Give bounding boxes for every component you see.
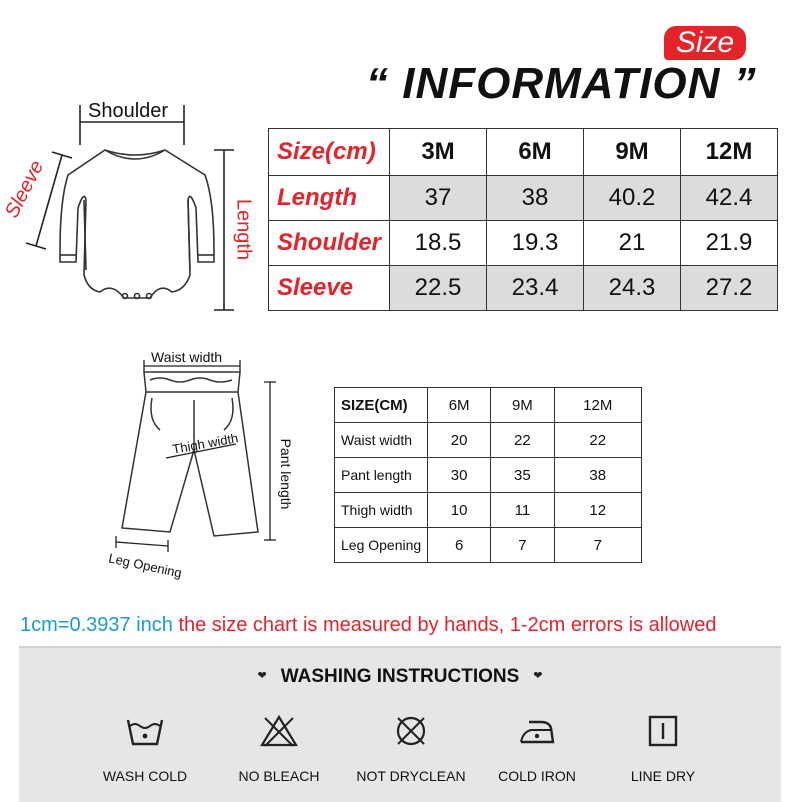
measurement-note (20, 614, 716, 637)
table-cell: 18.5 (390, 221, 487, 266)
table-header-cell: SIZE(CM) (335, 388, 428, 423)
row-label: Sleeve (269, 266, 390, 311)
row-label: Waist width (335, 423, 428, 458)
wash-cold-icon (125, 714, 165, 748)
table-cell: 22 (491, 423, 554, 458)
pant-length-label: Pant length (278, 438, 294, 510)
bodysuit-size-table (268, 128, 778, 311)
table-row (335, 423, 642, 458)
table-cell: 37 (390, 176, 487, 221)
table-cell: 11 (491, 493, 554, 528)
row-label: Length (269, 176, 390, 221)
table-cell: 6 (428, 528, 491, 563)
table-cell: 19.3 (487, 221, 584, 266)
washing-title-text: WASHING INSTRUCTIONS (280, 666, 520, 687)
table-cell: 12 (554, 493, 641, 528)
bodysuit-illustration (0, 95, 260, 325)
table-cell: 35 (491, 458, 554, 493)
table-cell: 7 (554, 528, 641, 563)
wash-cold-label: WASH COLD (102, 768, 188, 784)
pants-size-table (334, 387, 642, 563)
table-cell: 42.4 (681, 176, 778, 221)
row-label: Pant length (335, 458, 428, 493)
page-title: “ INFORMATION ” (366, 59, 757, 108)
row-label: Shoulder (269, 221, 390, 266)
table-header-row (269, 129, 778, 176)
cold-iron-label: COLD IRON (498, 768, 576, 784)
table-cell: 21 (584, 221, 681, 266)
no-bleach-item (209, 714, 349, 784)
cold-iron-item (467, 714, 607, 784)
table-row (335, 493, 642, 528)
heart-icon: ❤ (257, 670, 267, 682)
length-label: Length (232, 198, 255, 261)
table-cell: 22.5 (390, 266, 487, 311)
table-cell: 40.2 (584, 176, 681, 221)
shoulder-label: Shoulder (88, 100, 169, 122)
table-cell: 23.4 (487, 266, 584, 311)
table-cell: 7 (491, 528, 554, 563)
table-cell: 30 (428, 458, 491, 493)
thigh-width-label: Thigh width (171, 430, 240, 457)
table-cell: 20 (428, 423, 491, 458)
table-header-cell: Size(cm) (269, 129, 390, 176)
table-row (269, 266, 778, 311)
leg-opening-label: Leg Opening (107, 550, 184, 581)
line-dry-label: LINE DRY (630, 768, 696, 784)
table-row (269, 176, 778, 221)
no-bleach-icon (259, 714, 299, 748)
table-cell: 24.3 (584, 266, 681, 311)
table-header-row (335, 388, 642, 423)
sleeve-label: Sleeve (0, 157, 49, 222)
table-cell: 21.9 (681, 221, 778, 266)
table-header-cell: 9M (584, 129, 681, 176)
table-cell: 38 (554, 458, 641, 493)
table-header-cell: 12M (554, 388, 641, 423)
table-header-cell: 6M (487, 129, 584, 176)
cold-iron-icon (517, 714, 557, 748)
table-header-cell: 3M (390, 129, 487, 176)
heart-icon: ❤ (533, 670, 543, 682)
waist-width-label: Waist width (151, 349, 223, 365)
table-cell: 27.2 (681, 266, 778, 311)
line-dry-item (593, 714, 733, 784)
size-badge: Size (664, 26, 746, 60)
no-dryclean-label: NOT DRYCLEAN (356, 768, 466, 784)
row-label: Thigh width (335, 493, 428, 528)
table-header-cell: 9M (491, 388, 554, 423)
row-label: Leg Opening (335, 528, 428, 563)
table-cell: 22 (554, 423, 641, 458)
washing-instructions-panel (19, 646, 781, 802)
table-header-cell: 6M (428, 388, 491, 423)
table-cell: 10 (428, 493, 491, 528)
washing-title (19, 666, 781, 688)
line-dry-icon (643, 714, 683, 748)
disclaimer-text: the size chart is measured by hands, 1-2cm errors is allowed (172, 614, 717, 636)
table-row (335, 528, 642, 563)
no-dryclean-icon (391, 714, 431, 748)
table-row (335, 458, 642, 493)
table-row (269, 221, 778, 266)
pants-illustration (100, 340, 300, 580)
wash-cold-item (75, 714, 215, 784)
conversion-text: 1cm=0.3937 inch (20, 614, 173, 636)
no-dryclean-item (341, 714, 481, 784)
table-cell: 38 (487, 176, 584, 221)
table-header-cell: 12M (681, 129, 778, 176)
no-bleach-label: NO BLEACH (238, 768, 320, 784)
